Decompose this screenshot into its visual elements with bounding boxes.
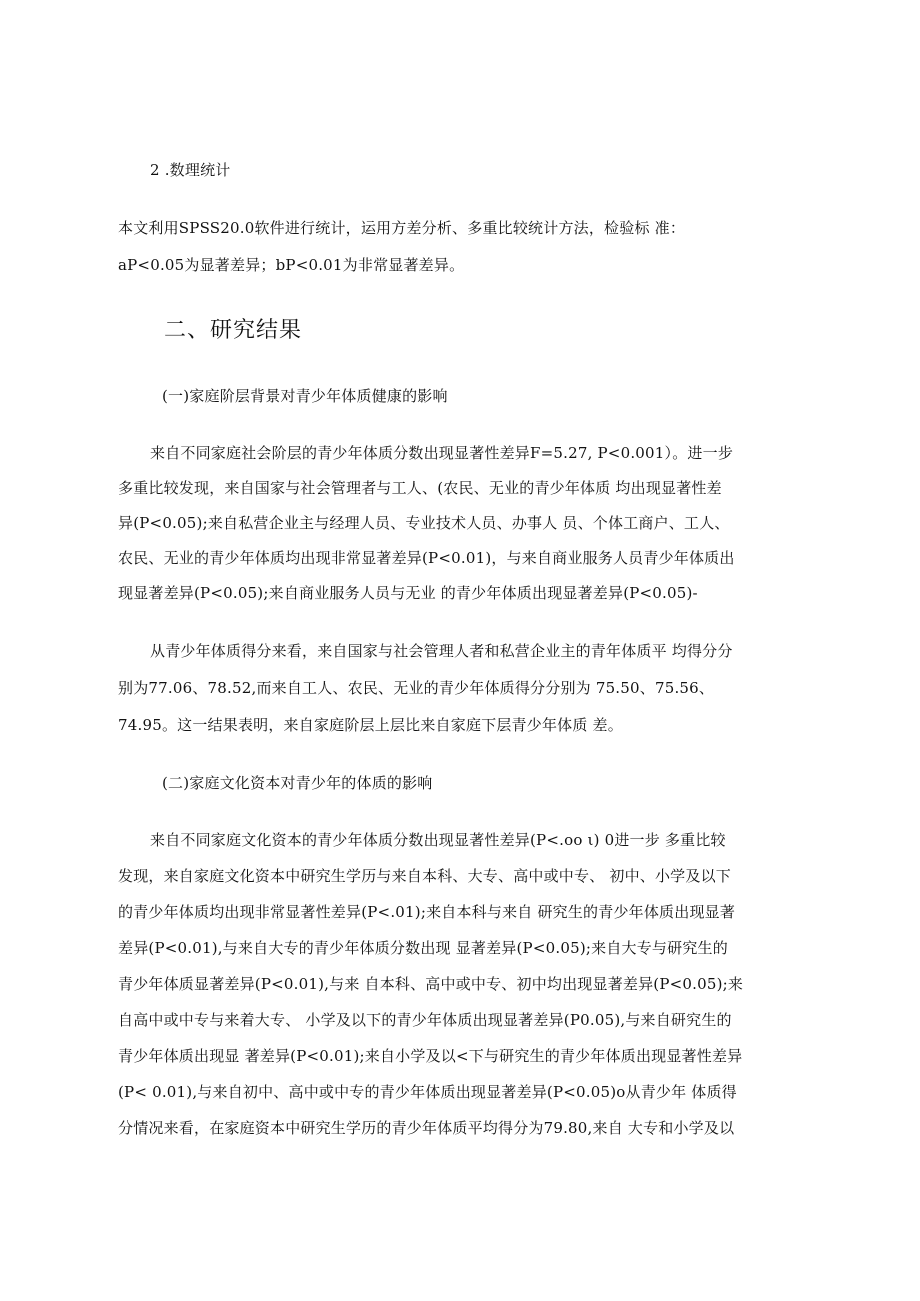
sub2-paragraph-line: 青少年体质显著差异(P<0.01),与来 自本科、高中或中专、初中均出现显著差异(P<0.05);来 <box>118 975 744 993</box>
sub1-paragraph-line: 现显著差异(P<0.05);来自商业服务人员与无业 的青少年体质出现显著差异(P<0.05)- <box>118 584 698 602</box>
sub1-paragraph-line: 异(P<0.05);来自私营企业主与经理人员、专业技术人员、办事人 员、个体工商户、工人、 <box>118 514 730 532</box>
section-heading-stats: 2 .数理统计 <box>150 161 231 179</box>
sub2-paragraph-line: 自高中或中专与来着大专、 小学及以下的青少年体质出现显著差异(P0.05),与来自研究生的 <box>118 1011 732 1029</box>
sub2-paragraph-line: 差异(P<0.01),与来自大专的青少年体质分数出现 显著差异(P<0.05);来自大专与研究生的 <box>118 939 728 957</box>
stats-paragraph-line: aP<0.05为显著差异；bP<0.01为非常显著差异。 <box>118 256 465 274</box>
sub2-paragraph-line: 的青少年体质均出现非常显著性差异(P<.01);来自本科与来自 研究生的青少年体质出现显著 <box>118 903 736 921</box>
section-heading-results: 二、研究结果 <box>164 318 303 343</box>
subsection-heading-1: (一)家庭阶层背景对青少年体质健康的影响 <box>162 387 448 405</box>
sub1-paragraph-line: 来自不同家庭社会阶层的青少年体质分数出现显著性差异F=5.27, P<0.001）。进一步 <box>150 444 734 462</box>
sub2-paragraph-line: 青少年体质出现显 著差异(P<0.01);来自小学及以<下与研究生的青少年体质出现显著性差异 <box>118 1047 743 1065</box>
sub2-paragraph-line: 分情况来看，在家庭资本中研究生学历的青少年体质平均得分为79.80,来自 大专和小学及以 <box>118 1119 735 1137</box>
sub1-paragraph2-line: 74.95。这一结果表明，来自家庭阶层上层比来自家庭下层青少年体质 差。 <box>118 716 623 734</box>
sub1-paragraph-line: 多重比较发现，来自国家与社会管理者与工人、(农民、无业的青少年体质 均出现显著性差 <box>118 479 722 497</box>
sub1-paragraph2-line: 别为77.06、78.52,而来自工人、农民、无业的青少年体质得分分别为 75.50、75.56、 <box>118 679 715 697</box>
sub2-paragraph-line: 发现，来自家庭文化资本中研究生学历与来自本科、大专、高中或中专、 初中、小学及以下 <box>118 867 731 885</box>
sub1-paragraph-line: 农民、无业的青少年体质均出现非常显著差异(P<0.01)，与来自商业服务人员青少年体质出 <box>118 549 735 567</box>
subsection-heading-2: (二)家庭文化资本对青少年的体质的影响 <box>162 774 433 792</box>
sub1-paragraph2-line: 从青少年体质得分来看，来自国家与社会管理人者和私营企业主的青年体质平 均得分分 <box>150 642 733 660</box>
sub2-paragraph-line: 来自不同家庭文化资本的青少年体质分数出现显著性差异(P<.oo ι) 0进一步 多重比较 <box>150 831 726 849</box>
sub2-paragraph-line: (P< 0.01),与来自初中、高中或中专的青少年体质出现显著差异(P<0.05)o从青少年 体质得 <box>118 1083 737 1101</box>
stats-paragraph-line: 本文利用SPSS20.0软件进行统计，运用方差分析、多重比较统计方法，检验标 准： <box>118 219 686 237</box>
